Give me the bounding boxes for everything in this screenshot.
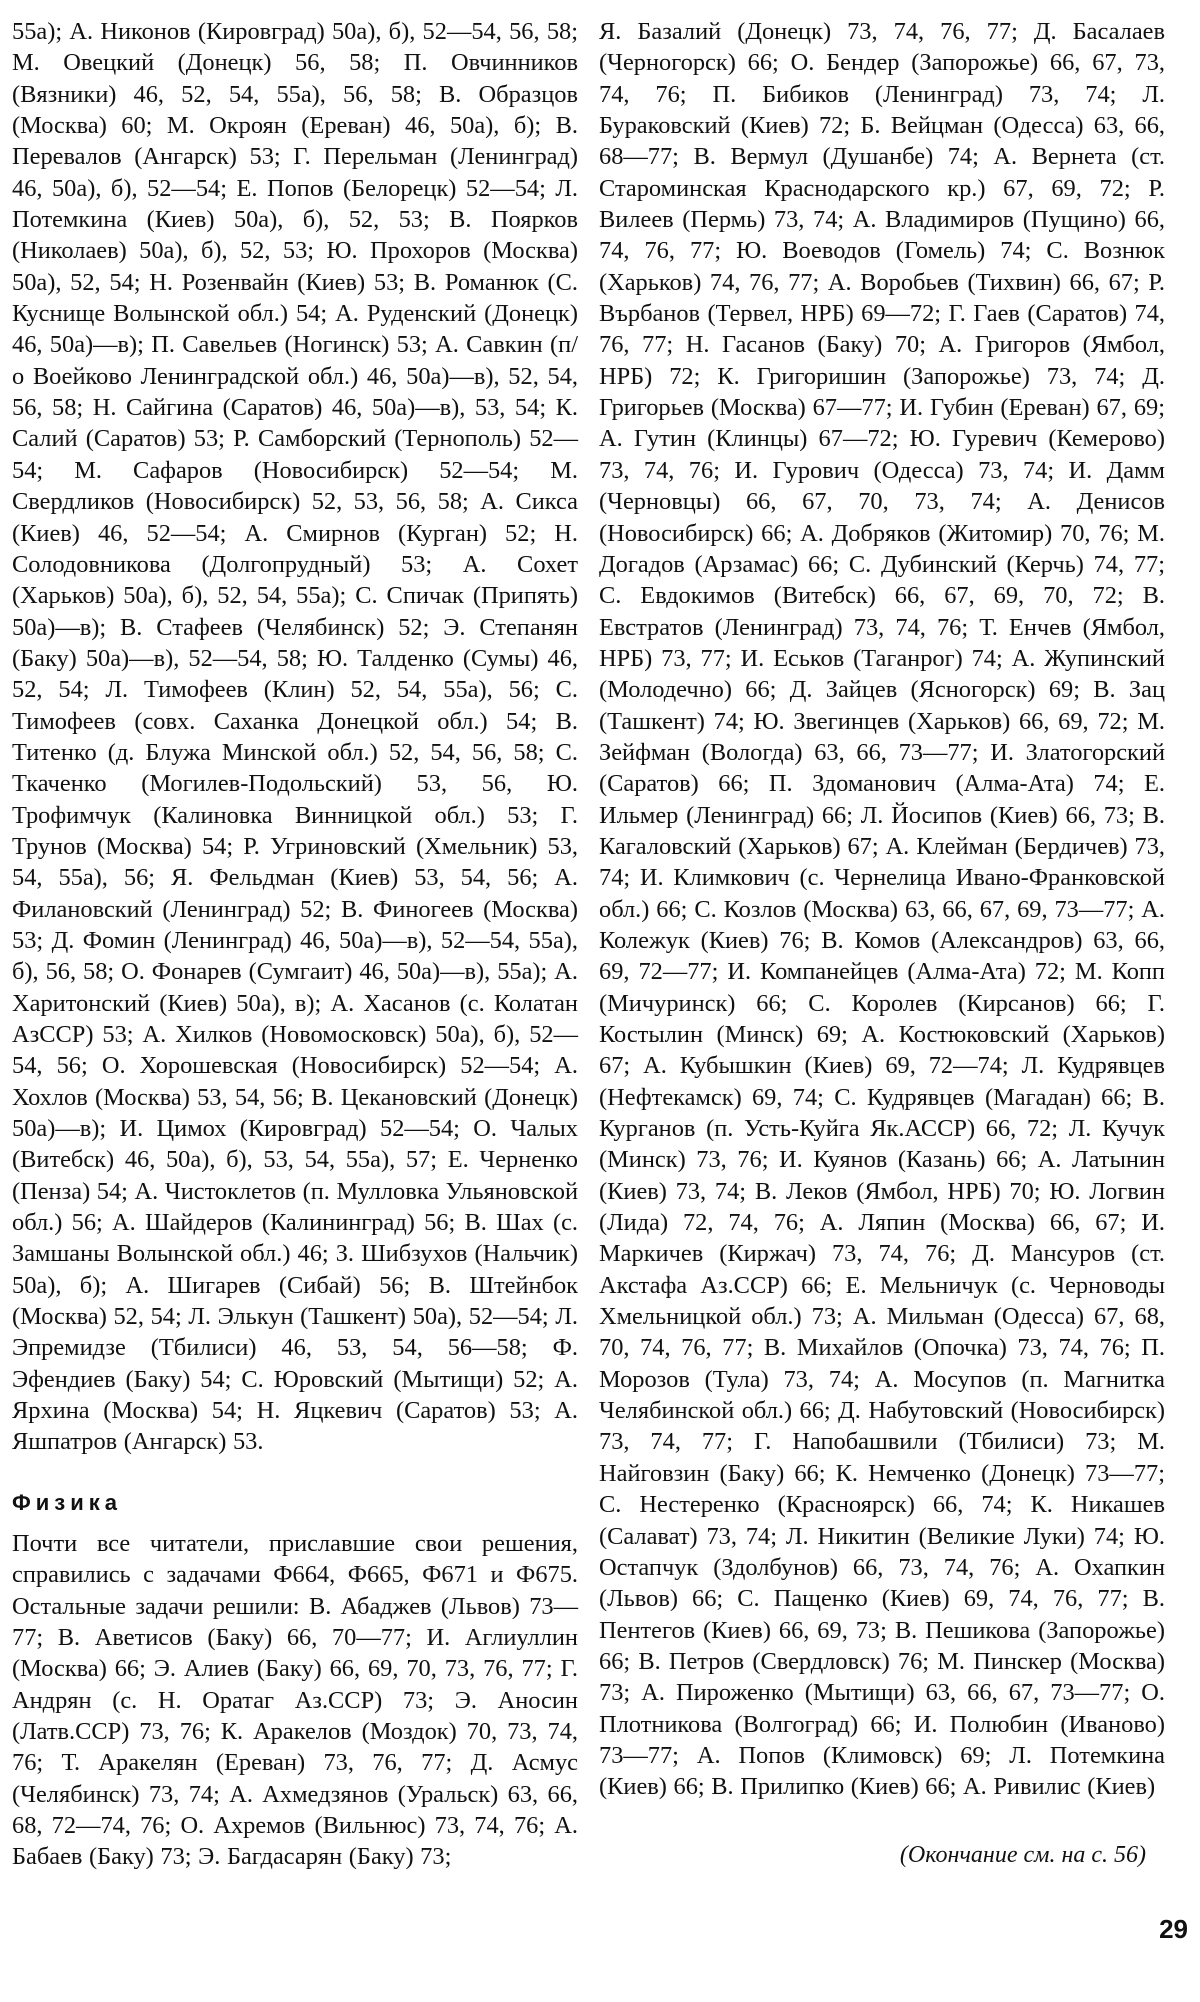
physics-intro-text: Почти все читатели, приславшие свои решения, справились с задачами Ф664, Ф665, Ф671 и Ф675. Остальные задачи решили: bbox=[12, 1529, 578, 1620]
right-column bbox=[599, 16, 1165, 1803]
section-heading-physics: Физика bbox=[12, 1489, 123, 1515]
physics-intro bbox=[12, 1528, 578, 1873]
page-number: 29 bbox=[1159, 1914, 1188, 1944]
physics-solvers-list-start: В. Абаджев (Львов) 73—77; В. Аветисов (Баку) 66, 70—77; И. Аглиуллин (Москва) 66; Э. Алиев (Баку) 66, 69, 70, 73, 76, 77; Г. Андрян (с. Н. Оратаг Аз.ССР) 73; Э. Аносин (Латв.ССР) 73, 76; К. Аракелов (Моздок) 70, 73, 74, 76; Т. Аракелян (Ереван) 73, 76, 77; Д. Асмус (Челябинск) 73, 74; А. Ахмедзянов (Уральск) 63, 66, 68, 72—74, 76; О. Ахремов (Вильнюс) 73, 74, 76; А. Бабаев (Баку) 73; Э. Багдасарян (Баку) 73; bbox=[12, 1592, 578, 1871]
continuation-note: (Окончание см. на с. 56) bbox=[899, 1842, 1146, 1868]
physics-solvers-list-continued: Я. Базалий (Донецк) 73, 74, 76, 77; Д. Басалаев (Черногорск) 66; О. Бендер (Запорожье) 66, 67, 73, 74, 76; П. Бибиков (Ленинград) 73, 74; Л. Бураковский (Киев) 72; Б. Вейцман (Одесса) 63, 66, 68—77; В. Вермул (Душанбе) 74; А. Вернета (ст. Староминская Краснодарского кр.) 67, 69, 72; Р. Вилеев (Пермь) 73, 74; А. Владимиров (Пущино) 66, 74, 76, 77; Ю. Воеводов (Гомель) 74; С. Вознюк (Харьков) 74, 76, 77; А. Воробьев (Тихвин) 66, 67; Р. Върбанов (Тервел, НРБ) 69—72; Г. Гаев (Саратов) 74, 76, 77; Н. Гасанов (Баку) 70; А. Григоров (Ямбол, НРБ) 72; К. Григоришин (Запорожье) 73, 74; Д. Григорьев (Москва) 67—77; И. Губин (Ереван) 67, 69; А. Гутин (Клинцы) 67—72; Ю. Гуревич (Кемерово) 73, 74, 76; И. Гурович (Одесса) 73, 74; И. Дамм (Черновцы) 66, 67, 70, 73, 74; А. Денисов (Новосибирск) 66; А. Добряков (Житомир) 70, 76; М. Догадов (Арзамас) 66; С. Дубинский (Керчь) 74, 77; С. Евдокимов (Витебск) 66, 67, 69, 70, 72; В. Евстратов (Ленинград) 73, 74, 76; Т. Енчев (Ямбол, НРБ) 73, 77; И. Еськов (Таганрог) 74; А. Жупинский (Молодечно) 66; Д. Зайцев (Ясногорск) 69; В. Зац (Ташкент) 74; Ю. Звегинцев (Харьков) 66, 69, 72; М. Зейфман (Вологда) 63, 66, 73—77; И. Златогорский (Саратов) 66; П. Здоманович (Алма-Ата) 74; Е. Ильмер (Ленинград) 66; Л. Йосипов (Киев) 66, 73; В. Кагаловский (Харьков) 67; А. Клейман (Бердичев) 73, 74; И. Климкович (с. Чернелица Ивано-Франковской обл.) 66; С. Козлов (Москва) 63, 66, 67, 69, 73—77; А. Колежук (Киев) 76; В. Комов (Александров) 63, 66, 69, 72—77; И. Компанейцев (Алма-Ата) 72; М. Копп (Мичуринск) 66; С. Королев (Кирсанов) 66; Г. Костылин (Минск) 69; А. Костюковский (Харьков) 67; А. Кубышкин (Киев) 69, 72—74; Л. Кудрявцев (Нефтекамск) 69, 74; С. Кудрявцев (Магадан) 66; В. Курганов (п. Усть-Куйга Як.АССР) 66, 72; Л. Кучук (Минск) 73, 76; И. Куянов (Казань) 66; А. Латынин (Киев) 73, 74; В. Леков (Ямбол, НРБ) 70; Ю. Логвин (Лида) 72, 74, 76; А. Ляпин (Москва) 66, 67; И. Маркичев (Киржач) 73, 74, 76; Д. Мансуров (ст. Акстафа Аз.ССР) 66; Е. Мельничук (с. Черноводы Хмельницкой обл.) 73; А. Мильман (Одесса) 67, 68, 70, 74, 76, 77; В. Михайлов (Опочка) 73, 74, 76; П. Морозов (Тула) 73, 74; А. Мосупов (п. Магнитка Челябинской обл.) 66; Д. Набутовский (Новосибирск) 73, 74, 77; Г. Напобашвили (Тбилиси) 73; М. Найговзин (Баку) 66; К. Немченко (Донецк) 73—77; С. Нестеренко (Красноярск) 66, 74; К. Никашев (Салават) 73, 74; Л. Никитин (Великие Луки) 74; Ю. Остапчук (Здолбунов) 66, 73, 74, 76; А. Охапкин (Львов) 66; С. Пащенко (Киев) 69, 74, 76, 77; В. Пентегов (Киев) 66, 69, 73; В. Пешикова (Запорожье) 66; В. Петров (Свердловск) 76; М. Пинскер (Москва) 73; А. Пироженко (Мытищи) 63, 66, 67, 73—77; О. Плотникова (Волгоград) 66; И. Полюбин (Иваново) 73—77; А. Попов (Климовск) 69; Л. Потемкина (Киев) 66; В. Прилипко (Киев) 66; А. Ривилис (Киев) bbox=[599, 18, 1165, 1801]
mathematics-solvers-list: 55а); А. Никонов (Кировград) 50а), б), 52—54, 56, 58; М. Овецкий (Донецк) 56, 58; П. Овчинников (Вязники) 46, 52, 54, 55а), 56, 58; В. Образцов (Москва) 60; М. Окроян (Ереван) 46, 50а), б); В. Перевалов (Ангарск) 53; Г. Перельман (Ленинград) 46, 50а), б), 52—54; Е. Попов (Белорецк) 52—54; Л. Потемкина (Киев) 50а), б), 52, 53; В. Поярков (Николаев) 50а), б), 52, 53; Ю. Прохоров (Москва) 50а), 52, 54; Н. Розенвайн (Киев) 53; В. Романюк (С. Куснище Волынской обл.) 54; А. Руденский (Донецк) 46, 50а)—в); П. Савельев (Ногинск) 53; А. Савкин (п/о Воейково Ленинградской обл.) 46, 50а)—в), 52, 54, 56, 58; Н. Сайгина (Саратов) 46, 50а)—в), 53, 54; К. Салий (Саратов) 53; Р. Самборский (Тернополь) 52—54; М. Сафаров (Новосибирск) 52—54; М. Свердликов (Новосибирск) 52, 53, 56, 58; А. Сикса (Киев) 46, 52—54; А. Смирнов (Курган) 52; Н. Солодовникова (Долгопрудный) 53; А. Сохет (Харьков) 50а), б), 52, 54, 55а); С. Спичак (Припять) 50а)—в); В. Стафеев (Челябинск) 52; Э. Степанян (Баку) 50а)—в), 52—54, 58; Ю. Талденко (Сумы) 46, 52, 54; Л. Тимофеев (Клин) 52, 54, 55а), 56; С. Тимофеев (совх. Саханка Донецкой обл.) 54; В. Титенко (д. Блужа Минской обл.) 52, 54, 56, 58; С. Ткаченко (Могилев-Подольский) 53, 56, Ю. Трофимчук (Калиновка Винницкой обл.) 53; Г. Трунов (Москва) 54; Р. Угриновский (Хмельник) 53, 54, 55а), 56; Я. Фельдман (Киев) 53, 54, 56; А. Филановский (Ленинград) 52; В. Финогеев (Москва) 53; Д. Фомин (Ленинград) 46, 50а)—в), 52—54, 55а), б), 56, 58; О. Фонарев (Сумгаит) 46, 50а)—в), 55а); А. Харитонский (Киев) 50а), в); А. Хасанов (с. Колатан АзССР) 53; А. Хилков (Новомосковск) 50а), б), 52—54, 56; О. Хорошевская (Новосибирск) 52—54; А. Хохлов (Москва) 53, 54, 56; В. Цекановский (Донецк) 50а)—в); И. Цимох (Кировград) 52—54; О. Чалых (Витебск) 46, 50а), б), 53, 54, 55а), 57; Е. Черненко (Пенза) 54; А. Чистоклетов (п. Мулловка Ульяновской обл.) 56; А. Шайдеров (Калининград) 56; В. Шах (с. Замшаны Волынской обл.) 46; З. Шибзухов (Нальчик) 50а), б); А. Шигарев (Сибай) 56; В. Штейнбок (Москва) 52, 54; Л. Элькун (Ташкент) 50а), 52—54; Л. Эпремидзе (Тбилиси) 46, 53, 54, 56—58; Ф. Эфендиев (Баку) 54; С. Юровский (Мытищи) 52; А. Ярхина (Москва) 54; Н. Яцкевич (Саратов) 53; А. Яшпатров (Ангарск) 53. bbox=[12, 18, 578, 1456]
left-column bbox=[12, 16, 578, 1873]
